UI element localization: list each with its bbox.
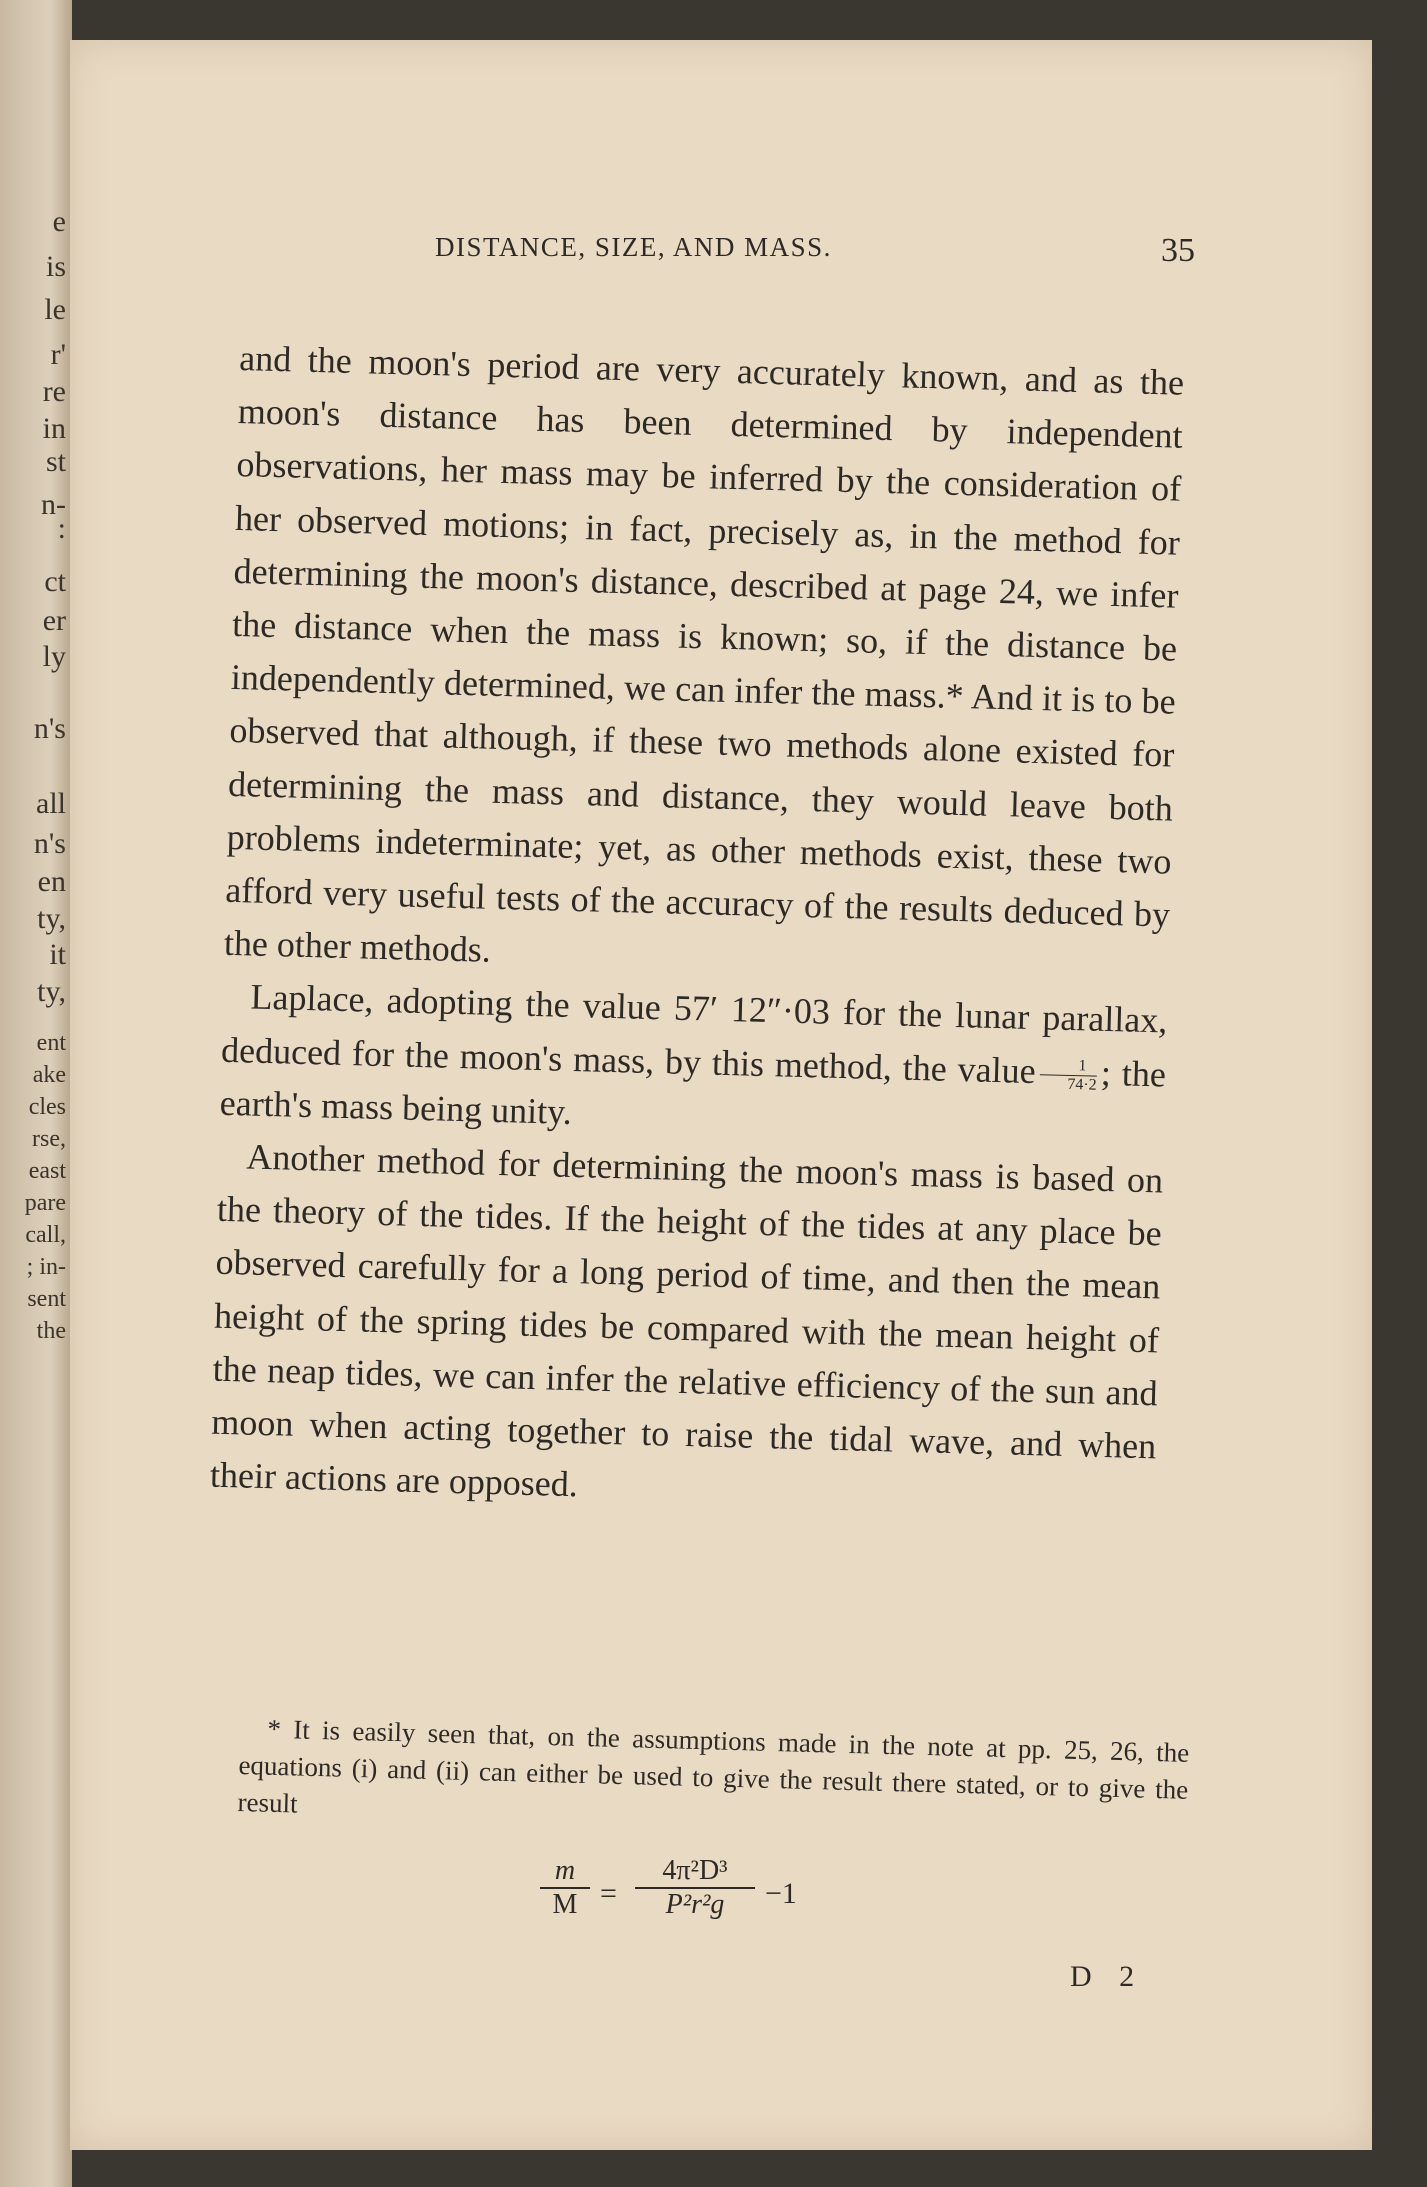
left-fragment: e xyxy=(52,205,66,238)
left-fragment: pare xyxy=(24,1190,66,1216)
left-fragment: n- xyxy=(41,488,66,521)
left-fragment: rse, xyxy=(32,1126,66,1152)
left-fragment: er xyxy=(42,604,66,637)
left-fragment: it xyxy=(49,938,66,971)
left-page-edge xyxy=(0,0,72,2187)
page-content xyxy=(165,40,1205,2150)
formula-equals: = xyxy=(600,1877,617,1910)
page-number: 35 xyxy=(1161,232,1195,269)
left-fragment: east xyxy=(28,1158,66,1184)
running-head: DISTANCE, SIZE, AND MASS. xyxy=(435,232,832,262)
fraction-moon-mass xyxy=(1039,1056,1097,1094)
paragraph-2-end: ; the earth's mass being unity. xyxy=(219,1052,1167,1132)
left-fragment: re xyxy=(42,375,66,408)
paragraph-2 xyxy=(219,970,1168,1154)
left-fragment: call, xyxy=(25,1222,66,1248)
fraction-denominator: 74·2 xyxy=(1067,1075,1097,1094)
formula-lhs xyxy=(540,1855,590,1921)
left-fragment: ct xyxy=(44,565,66,598)
footnote-text: * It is easily seen that, on the assumptions made in the note at pp. 25, 26, the equations (i) and (ii) can either be used to give the result there stated, or to give the result xyxy=(237,1713,1190,1819)
left-fragment: n's xyxy=(33,827,66,860)
paragraph-2-start: Laplace, adopting the value 57′ 12″·03 for the lunar parallax, deduced for the moon's mass, by this method, the value xyxy=(220,976,1168,1091)
formula-rhs xyxy=(635,1855,755,1921)
left-fragment: ent xyxy=(36,1030,66,1056)
left-fragment: ly xyxy=(42,640,66,673)
signature-mark: D 2 xyxy=(1070,1960,1145,1993)
formula-rhs-denominator: P²r²g xyxy=(665,1889,725,1920)
formula xyxy=(540,1855,960,1945)
left-fragment: is xyxy=(45,250,66,283)
left-fragment: n's xyxy=(33,712,66,745)
left-fragment: ; in- xyxy=(26,1254,66,1280)
left-fragment: le xyxy=(44,293,66,326)
left-fragment: in xyxy=(42,412,66,445)
page-header xyxy=(165,232,1205,282)
left-fragment: cles xyxy=(28,1094,66,1120)
body-text xyxy=(209,332,1184,1527)
left-fragment: r' xyxy=(50,338,66,371)
footnote xyxy=(237,1710,1190,1846)
left-fragment: all xyxy=(36,787,66,820)
left-fragment: ty, xyxy=(37,975,66,1008)
formula-rhs-numerator: 4π²D³ xyxy=(635,1855,755,1889)
paragraph-1: and the moon's period are very accurately known, and as the moon's distance has been determined by independent observations, her mass may be inferred by the consideration of her observed motions; in fact, precisely as, in the method for determining the moon's distance, described at page 24, we infer the distance when the mass is known; so, if the distance be independently determined, we can infer the mass.* And it is to be observed that although, if these two methods alone existed for determining the mass and distance, they would leave both problems indeterminate; yet, as other methods exist, these two afford very useful tests of the accuracy of the results deduced by the other methods. xyxy=(223,337,1185,971)
left-fragment: ake xyxy=(32,1062,66,1088)
formula-lhs-numerator: m xyxy=(540,1855,590,1889)
fraction-numerator: 1 xyxy=(1040,1056,1098,1076)
left-fragment: ty, xyxy=(37,902,66,935)
paragraph-3: Another method for determining the moon's mass is based on the theory of the tides. If the height of the tides at any place be observed carefully for a long period of time, and then the mean height of the spring tides be compared with the mean height of the neap tides, we can infer the relative efficiency of the sun and moon when acting together to raise the tidal wave, and when their actions are opposed. xyxy=(209,1136,1164,1505)
left-fragment: : xyxy=(57,512,66,545)
formula-lhs-denominator: M xyxy=(552,1889,578,1920)
left-fragment: st xyxy=(45,445,66,478)
formula-minus-one: −1 xyxy=(765,1877,797,1910)
left-fragment: sent xyxy=(27,1286,66,1312)
book-page xyxy=(70,40,1372,2150)
left-fragment: en xyxy=(37,865,66,898)
left-fragment: the xyxy=(36,1318,66,1344)
